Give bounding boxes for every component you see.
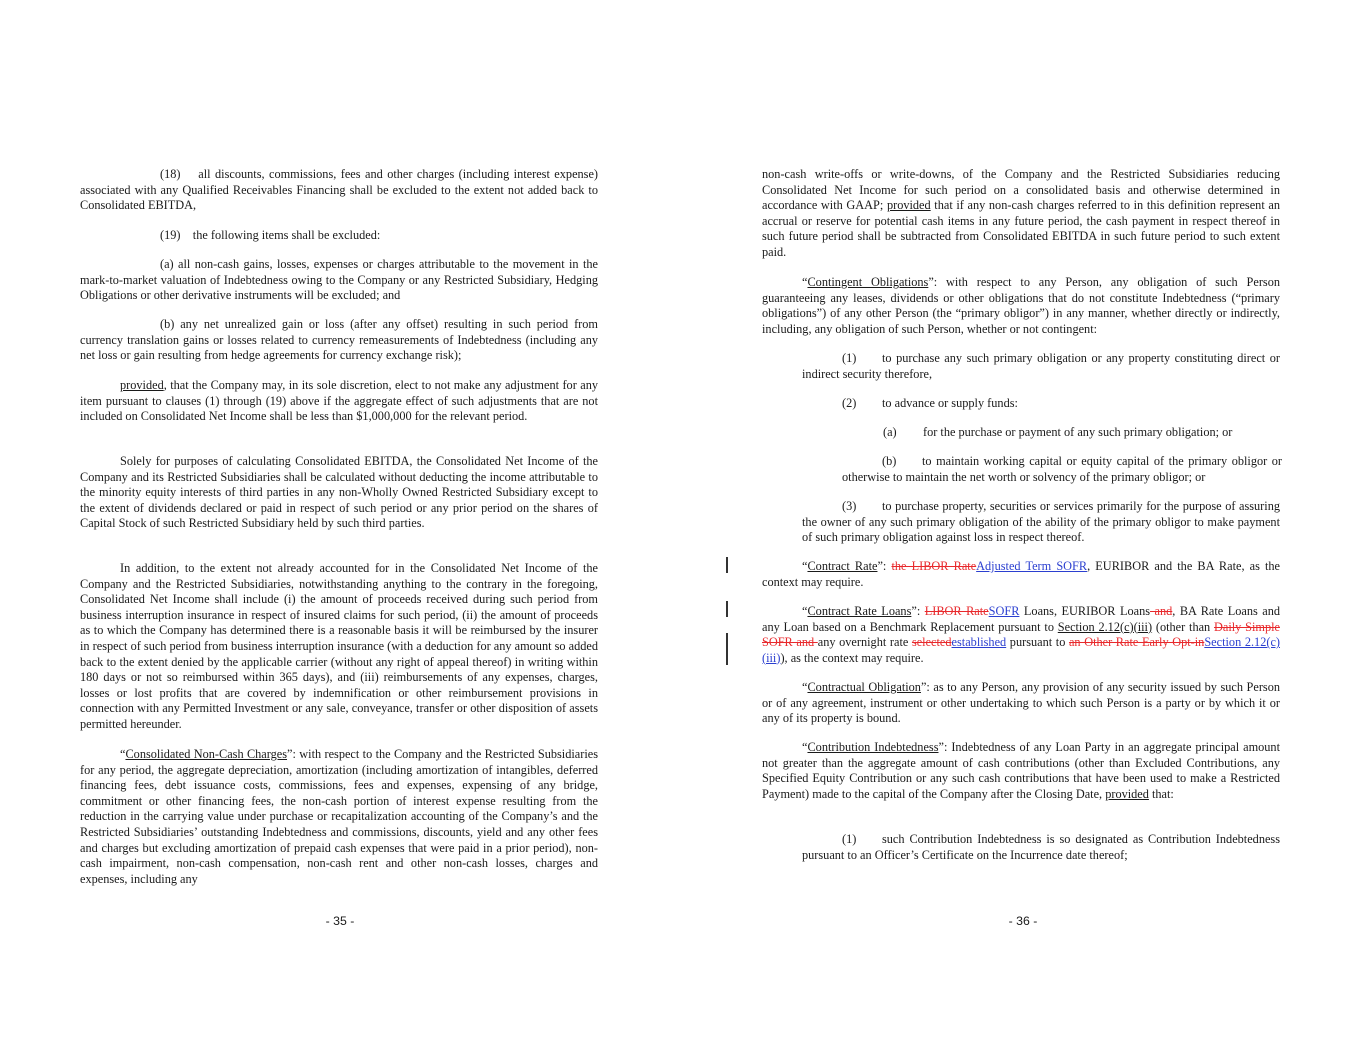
definition-contract-rate xyxy=(762,559,1280,590)
defined-term: Contingent Obligations xyxy=(807,275,929,289)
clause-text: such Contribution Indebtedness is so designated as Contribution Indebtedness pursuant to an Officer’s Certificate on the Incurrence date thereof; xyxy=(802,832,1280,862)
page-number-35: - 35 - xyxy=(325,914,355,928)
section-reference: Section 2.12(c)(iii) xyxy=(1057,619,1153,634)
definition-consolidated-non-cash-charges xyxy=(80,747,598,887)
change-bar xyxy=(726,633,728,665)
text: ”: xyxy=(877,559,892,573)
quote: “ xyxy=(802,740,808,754)
contingent-clause-2a xyxy=(883,425,1280,441)
defined-term: Contract Rate xyxy=(807,559,878,573)
defined-term: Contribution Indebtedness xyxy=(807,740,939,754)
inserted-text: Adjusted Term SOFR xyxy=(976,559,1088,573)
deleted-text: Daily Simple SOFR and xyxy=(762,619,1280,650)
proviso-paragraph xyxy=(80,378,598,425)
text: any overnight rate xyxy=(817,635,912,650)
quote: “ xyxy=(802,559,808,573)
inserted-text: SOFR xyxy=(988,604,1020,618)
quote: “ xyxy=(802,604,808,618)
deleted-text: selected xyxy=(911,635,952,650)
contingent-clause-1 xyxy=(802,351,1280,382)
clause-text: to advance or supply funds: xyxy=(882,396,1018,410)
page-36 xyxy=(762,0,1280,1055)
provided-term: provided xyxy=(1105,786,1149,801)
quote: “ xyxy=(802,275,808,289)
provided-term: provided xyxy=(120,378,164,392)
clause-text: for the purchase or payment of any such primary obligation; or xyxy=(923,425,1233,439)
deleted-text: an Other Rate Early Opt-in xyxy=(1068,635,1205,650)
text: (other than xyxy=(1152,619,1214,634)
text: , BA Rate Loans and any Loan based on a Benchmark Replacement pursuant to xyxy=(762,604,1281,634)
inserted-text: Section 2.12(c)(iii) xyxy=(762,635,1280,665)
clause-text: all discounts, commissions, fees and other charges (including interest expense) associated with any Qualified Receivables Financing shall be excluded to the extent not added back to Consolidated EBITDA, xyxy=(80,167,599,213)
quote: “ xyxy=(802,680,808,694)
definition-contribution-indebtedness xyxy=(762,740,1280,802)
sub-clause-a: (a) all non-cash gains, losses, expenses or charges attributable to the movement in the mark-to-market valuation of Indebtedness owing to the Company or any Restricted Subsidiary, Hedging Obligations or other derivative instruments will be excluded; and xyxy=(80,257,598,303)
deleted-text: LIBOR Rate xyxy=(924,604,989,618)
defined-term: Contractual Obligation xyxy=(807,680,921,694)
text: ”: xyxy=(911,604,925,618)
solely-paragraph: Solely for purposes of calculating Consolidated EBITDA, the Consolidated Net Income of the Company and its Restricted Subsidiaries shall be calculated without deducting the income attributable to the minority equity interests of third parties in any non-Wholly Owned Restricted Subsidiary except to the extent of dividends declared or paid in respect of such period or any prior period on the shares of Capital Stock of such Restricted Subsidiary held by such third parties. xyxy=(80,454,598,531)
definition-text: ”: with respect to the Company and the Restricted Subsidiaries for any period, the aggregate depreciation, amortization (including amortization of intangibles, deferred financing fees, debt issuance costs, commissions, fees and expenses, expensing of any bridge, commitment or other financing fees, the non-cash portion of interest expense resulting from the reduction in the carrying value under purchase or recapitalization accounting of the Company’s and the Restricted Subsidiaries’ outstanding Indebtedness and commissions, discounts, yield and any other fees and charges but excluding amortization of prepaid cash expenses that were paid in a prior period), non-cash impairment, non-cash compensation, non-cash rent and other non-cash losses, charges and expenses, including any xyxy=(80,747,598,886)
change-bar xyxy=(726,601,728,617)
definition-contract-rate-loans xyxy=(762,604,1280,666)
clause-number: (3) xyxy=(842,499,857,513)
clause-19 xyxy=(160,228,598,244)
text: , EURIBOR and the BA Rate, as the context may require. xyxy=(762,559,1281,589)
page-35 xyxy=(80,0,598,1055)
definition-contractual-obligation xyxy=(762,680,1280,727)
definition-text: ”: as to any Person, any provision of any security issued by such Person or of any agreement, instrument or other undertaking to which such Person is a party or by which it or any of its property is bound. xyxy=(762,680,1280,726)
defined-term: Contract Rate Loans xyxy=(807,604,912,618)
clause-18 xyxy=(80,167,598,214)
text: Loans, EURIBOR Loans xyxy=(1019,604,1151,618)
inserted-text: established xyxy=(951,635,1007,650)
definition-contingent-obligations xyxy=(762,275,1280,337)
deleted-text: the LIBOR Rate xyxy=(891,559,977,573)
proviso-text: , that the Company may, in its sole discretion, elect to not make any adjustment for any item pursuant to clauses (1) through (19) above if the aggregate effect of such adjustments that are not included on Consolidated Net Income shall be less than $1,000,000 for the relevant period. xyxy=(80,378,598,424)
definition-text: ”: Indebtedness of any Loan Party in an aggregate principal amount not greater than the aggregate amount of cash contributions (other than Excluded Contributions, any Specified Equity Contribution or any such cash contributions that have been used to make a Restricted Payment) made to the capital of the Company after the Closing Date, xyxy=(762,740,1280,801)
text: ), as the context may require. xyxy=(780,650,924,665)
definition-text: ”: with respect to any Person, any obligation of such Person guaranteeing any leases, dividends or other obligations that do not constitute Indebtedness (“primary obligations”) of any other Person (the “primary obligor”) in any manner, whether directly or indirectly, including, any obligation of such Person, whether or not contingent: xyxy=(762,275,1281,336)
quote: “ xyxy=(120,747,126,761)
clause-number: (2) xyxy=(842,396,857,410)
clause-number: (a) xyxy=(883,425,897,439)
contingent-clause-2 xyxy=(842,396,1280,412)
clause-number: (1) xyxy=(842,832,857,846)
clause-number: (1) xyxy=(842,351,857,365)
clause-number: (18) xyxy=(160,167,181,181)
contingent-clause-3 xyxy=(802,499,1280,546)
clause-text: to maintain working capital or equity capital of the primary obligor or otherwise to maintain the net worth or solvency of the primary obligor; or xyxy=(842,454,1282,484)
deleted-text: and xyxy=(1150,604,1173,618)
text: pursuant to xyxy=(1006,635,1069,650)
contingent-clause-2b xyxy=(842,454,1282,485)
text: non-cash write-offs or write-downs, of the Company and the Restricted Subsidiaries reducing Consolidated Net Income for such period on a consolidated basis and otherwise determined in accordance with GAAP; xyxy=(762,167,1280,213)
contribution-clause-1 xyxy=(802,832,1280,863)
addition-paragraph: In addition, to the extent not already accounted for in the Consolidated Net Income of the Company and the Restricted Subsidiaries, notwithstanding anything to the contrary in the foregoing, Consolidated Net Income shall include (i) the amount of proceeds received during such period from business interruption insurance in respect of insured claims for such period, (ii) the amount of proceeds as to which the Company has determined there is a reasonable basis it will be reimbursed by the insurer in respect of such period from business interruption insurance (with a deduction for any amount so added back to the extent denied by the applicable carrier (without any right of appeal thereof) in writing within 180 days or not so reimbursed within 365 days), and (iii) reimbursements of any expenses, charges, losses or lost profits that are covered by indemnification or other reimbursement provisions in connection with any Permitted Investment or any sale, conveyance, transfer or other disposition of assets permitted hereunder. xyxy=(80,561,598,731)
provided-term: provided xyxy=(886,198,931,213)
clause-text: the following items shall be excluded: xyxy=(192,228,381,242)
clause-number: (19) xyxy=(160,228,181,242)
continued-paragraph xyxy=(762,167,1280,261)
defined-term: Consolidated Non-Cash Charges xyxy=(125,747,288,761)
clause-number: (b) xyxy=(882,454,897,468)
sub-clause-b: (b) any net unrealized gain or loss (after any offset) resulting in such period from currency translation gains or losses related to currency remeasurements of Indebtedness (including any net loss or gain resulting from hedge agreements for currency exchange risk); xyxy=(80,317,598,363)
clause-text: to purchase property, securities or services primarily for the purpose of assuring the owner of any such primary obligation of the ability of the primary obligor to make payment of such primary obligation against loss in respect thereof. xyxy=(802,499,1280,545)
clause-text: to purchase any such primary obligation or any property constituting direct or indirect security therefore, xyxy=(802,351,1280,381)
text: that if any non-cash charges referred to in this definition represent an accrual or reserve for potential cash items in any future period, the cash payment in respect thereof in such future period shall be subtracted from Consolidated EBITDA in such future period to such extent paid. xyxy=(762,198,1280,259)
change-bar xyxy=(726,557,728,573)
text: that: xyxy=(1148,786,1174,801)
page-number-36: - 36 - xyxy=(1008,914,1038,928)
